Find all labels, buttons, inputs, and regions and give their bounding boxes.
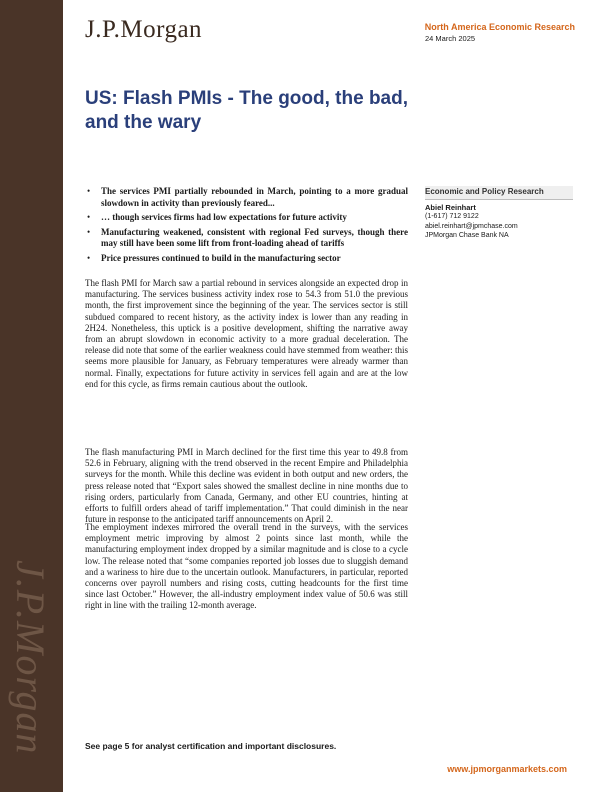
analyst-section-heading: Economic and Policy Research	[425, 186, 573, 200]
analyst-email[interactable]: abiel.reinhart@jpmchase.com	[425, 222, 518, 230]
analyst-entity: JPMorgan Chase Bank NA	[425, 232, 509, 239]
sidebar-watermark: J.P.Morgan	[8, 560, 53, 755]
analyst-block	[425, 186, 573, 241]
page-title: US: Flash PMIs - The good, the bad, and the wary	[85, 88, 409, 133]
key-points	[85, 186, 408, 267]
key-point: • … though services firms had low expectations for future activity	[85, 212, 408, 224]
analyst-phone: (1-617) 712 9122	[425, 213, 479, 220]
logo: J.P.Morgan	[85, 16, 203, 43]
key-point: • Price pressures continued to build in the manufacturing sector	[85, 253, 408, 265]
body-paragraph: The employment indexes mirrored the overall trend in the surveys, with the services employment metric improving by almost 2 points since last month, while the manufacturing employment index dropped by a similar magnitude and is close to a cycle low. The release noted that “some companies reported job losses due to sluggish demand and a wariness to hire due to the uncertain outlook. Manufacturers, in particular, reported concerns over payroll numbers and rising costs, cutting headcounts for the first time since last October.” However, the all-industry employment index value of 50.6 was still right in line with the trailing 12-month average.	[85, 522, 408, 611]
body-paragraph: The flash PMI for March saw a partial rebound in services alongside an expected drop in manufacturing. The services business activity index rose to 54.3 from 51.0 the previous month, the first improvement since the beginning of the year. The services sector is still subdued compared to recent history, as the activity index is lower than any reading in 2H24. Nonetheless, this uptick is a positive development, shifting the narrative away from an abrupt slowdown in economic activity to a more gradual deceleration. The release did note that some of the earlier weakness could have stemmed from weather: this seems more plausible for January, as February temperatures were already warmer than normal. Finally, expectations for future activity in services fell again and are at the low end for this cycle, as firms remain cautious about the outlook.	[85, 278, 408, 389]
disclosure-note: See page 5 for analyst certification and important disclosures.	[85, 741, 337, 751]
key-point: • The services PMI partially rebounded in March, pointing to a more gradual slowdown in activity than previously feared...	[85, 186, 408, 209]
key-point: • Manufacturing weakened, consistent with regional Fed surveys, though there may still have been some lift from front-loading ahead of tariffs	[85, 227, 408, 250]
analyst-name: Abiel Reinhart	[425, 202, 476, 212]
body-paragraph: The flash manufacturing PMI in March declined for the first time this year to 49.8 from 52.6 in February, aligning with the trend observed in the recent Empire and Philadelphia surveys for the month. While this decline was evident in both output and new orders, the press release noted that “Export sales showed the smallest decline in nine months due to rising orders, particularly from Canada, Germany, and other EU countries, hinting at efforts to fulfill orders ahead of tariff implementation.” That could diminish in the near future in response to the anticipated tariff announcements on April 2.	[85, 447, 408, 525]
website-link[interactable]: www.jpmorganmarkets.com	[447, 764, 567, 774]
report-date: 24 March 2025	[425, 34, 476, 43]
brand-sidebar	[0, 0, 63, 792]
report-series: North America Economic Research	[424, 22, 575, 32]
